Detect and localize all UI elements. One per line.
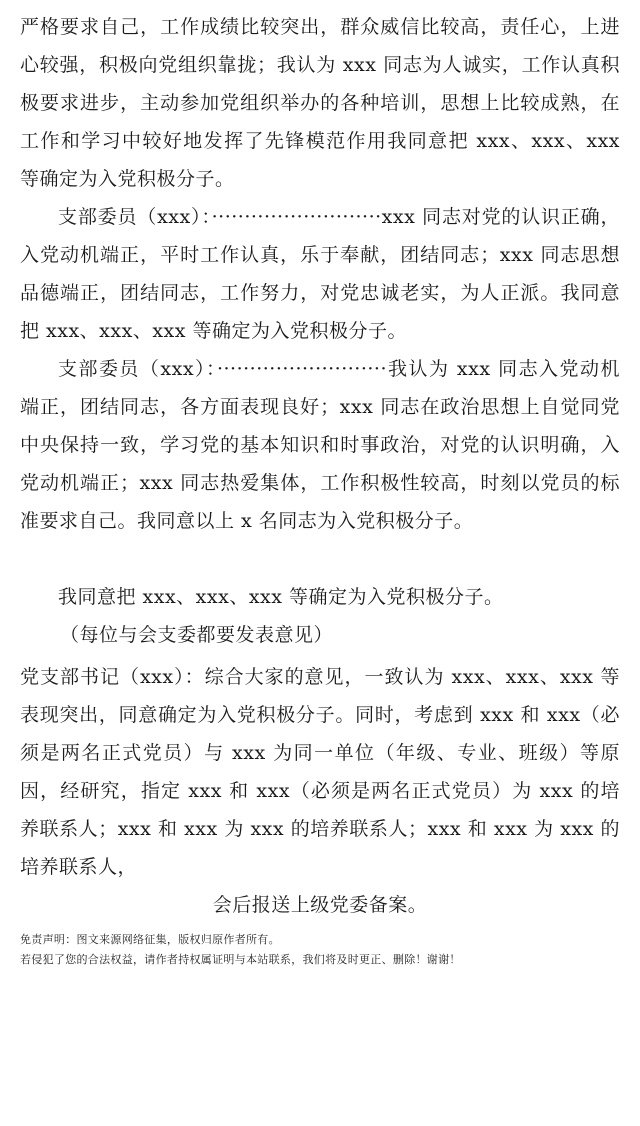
paragraph-agreement: 我同意把 xxx、xxx、xxx 等确定为入党积极分子。 — [58, 586, 504, 608]
instruction-note: （每位与会支委都要发表意见） — [60, 624, 334, 646]
disclaimer — [20, 930, 620, 970]
paragraph-continuation: 严格要求自己，工作成绩比较突出，群众威信比较高，责任心，上进心较强，积极向党组织靠拢；我认为 xxx 同志为人诚实，工作认真积极要求进步，主动参加党组织举办的各种培训，思想上比较成熟，在工作和学习中较好地发挥了先锋模范作用我同意把 xxx、xxx、xxx 等确定为入党积极分子。 — [20, 16, 620, 190]
disclaimer-line-1: 免责声明：图文来源网络征集，版权归原作者所有。 — [20, 933, 280, 946]
secretary-text: 党支部书记（xxx）：综合大家的意见，一致认为 xxx、xxx、xxx 等表现突出，同意确定为入党积极分子。同时，考虑到 xxx 和 xxx（必须是两名正式党员）与 xxx 为同一单位（年级、专业、班级）等原因，经研究，指定 xxx 和 xxx（必须是两名正式党员）为 xxx 的培养联系人；xxx 和 xxx 为 xxx 的培养联系人；xxx 和 xxx 为 xxx 的培养联系人， — [20, 666, 620, 878]
paragraph-committee-member-2: 支部委员（xxx）：··························我认为 xxx 同志入党动机端正，团结同志，各方面表现良好；xxx 同志在政治思想上自觉同党中央保持一致，学习党的基本知识和时事政治，对党的认识明确，入党动机端正；xxx 同志热爱集体，工作积极性较高，时刻以党员的标准要求自己。我同意以上 x 名同志为入党积极分子。 — [20, 358, 620, 532]
paragraph-branch-secretary — [20, 658, 620, 924]
paragraph-committee-member-1: 支部委员（xxx）：··························xxx 同志对党的认识正确，入党动机端正，平时工作认真，乐于奉献，团结同志；xxx 同志思想品德端正，团结同志，工作努力，对党忠诚老实，为人正派。我同意把 xxx、xxx、xxx 等确定为入党积极分子。 — [20, 206, 620, 342]
secretary-last-line: 会后报送上级党委备案。 — [212, 894, 428, 916]
disclaimer-line-2: 若侵犯了您的合法权益，请作者持权属证明与本站联系，我们将及时更正、删除！谢谢！ — [20, 953, 461, 966]
